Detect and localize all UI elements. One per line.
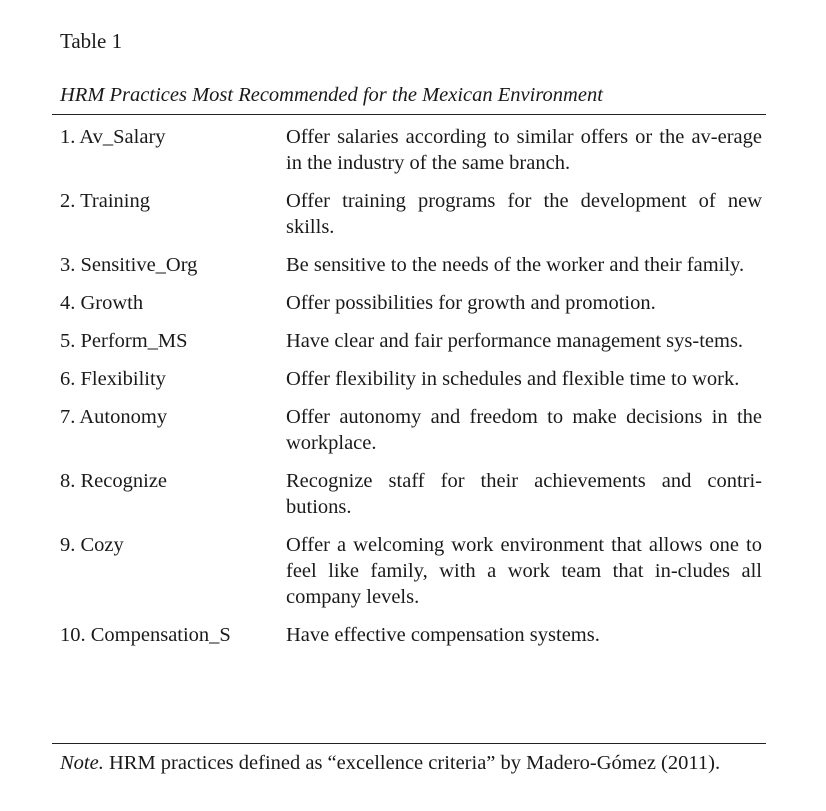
bottom-rule: [52, 743, 766, 744]
table-row: [60, 366, 762, 392]
practice-description: Offer possibilities for growth and promotion.: [286, 292, 656, 314]
practice-description: Recognize staff for their achievements and contri-butions.: [286, 470, 762, 518]
practice-term: 5. Perform_MS: [60, 330, 188, 352]
table-row: [60, 404, 762, 456]
table-row: [60, 328, 762, 354]
table-label: Table 1: [60, 29, 123, 53]
practice-term: 3. Sensitive_Org: [60, 254, 198, 276]
table-row: [60, 252, 762, 278]
practice-description: Have clear and fair performance management sys-tems.: [286, 330, 744, 352]
table-title: HRM Practices Most Recommended for the Mexican Environment: [60, 84, 603, 106]
practice-term: 6. Flexibility: [60, 368, 166, 390]
practice-description: Offer flexibility in schedules and flexible time to work.: [286, 368, 740, 390]
table-row: [60, 188, 762, 240]
practice-term: 4. Growth: [60, 292, 144, 314]
practice-description: Offer autonomy and freedom to make decisions in the workplace.: [286, 406, 762, 454]
practice-description: Have effective compensation systems.: [286, 624, 600, 646]
practice-description: Offer a welcoming work environment that allows one to feel like family, with a work team that in-cludes all company levels.: [286, 534, 762, 608]
table-body: [60, 124, 762, 660]
practice-description: Be sensitive to the needs of the worker and their family.: [286, 254, 745, 276]
table-row: [60, 622, 762, 648]
practice-description: Offer salaries according to similar offers or the av-erage in the industry of the same branch.: [286, 126, 762, 174]
practice-description: Offer training programs for the development of new skills.: [286, 190, 762, 238]
practice-term: 7. Autonomy: [60, 406, 168, 428]
table-row: [60, 532, 762, 610]
table-row: [60, 290, 762, 316]
practice-term: 8. Recognize: [60, 470, 168, 492]
note-label: Note.: [60, 752, 104, 774]
table-note: [60, 750, 762, 776]
practice-term: 9. Cozy: [60, 534, 124, 556]
table-row: [60, 124, 762, 176]
practice-term: 1. Av_Salary: [60, 126, 166, 148]
note-text: HRM practices defined as “excellence criteria” by Madero-Gómez (2011).: [108, 752, 721, 774]
practice-term: 10. Compensation_S: [60, 624, 231, 646]
top-rule: [52, 114, 766, 115]
table-row: [60, 468, 762, 520]
practice-term: 2. Training: [60, 190, 150, 212]
